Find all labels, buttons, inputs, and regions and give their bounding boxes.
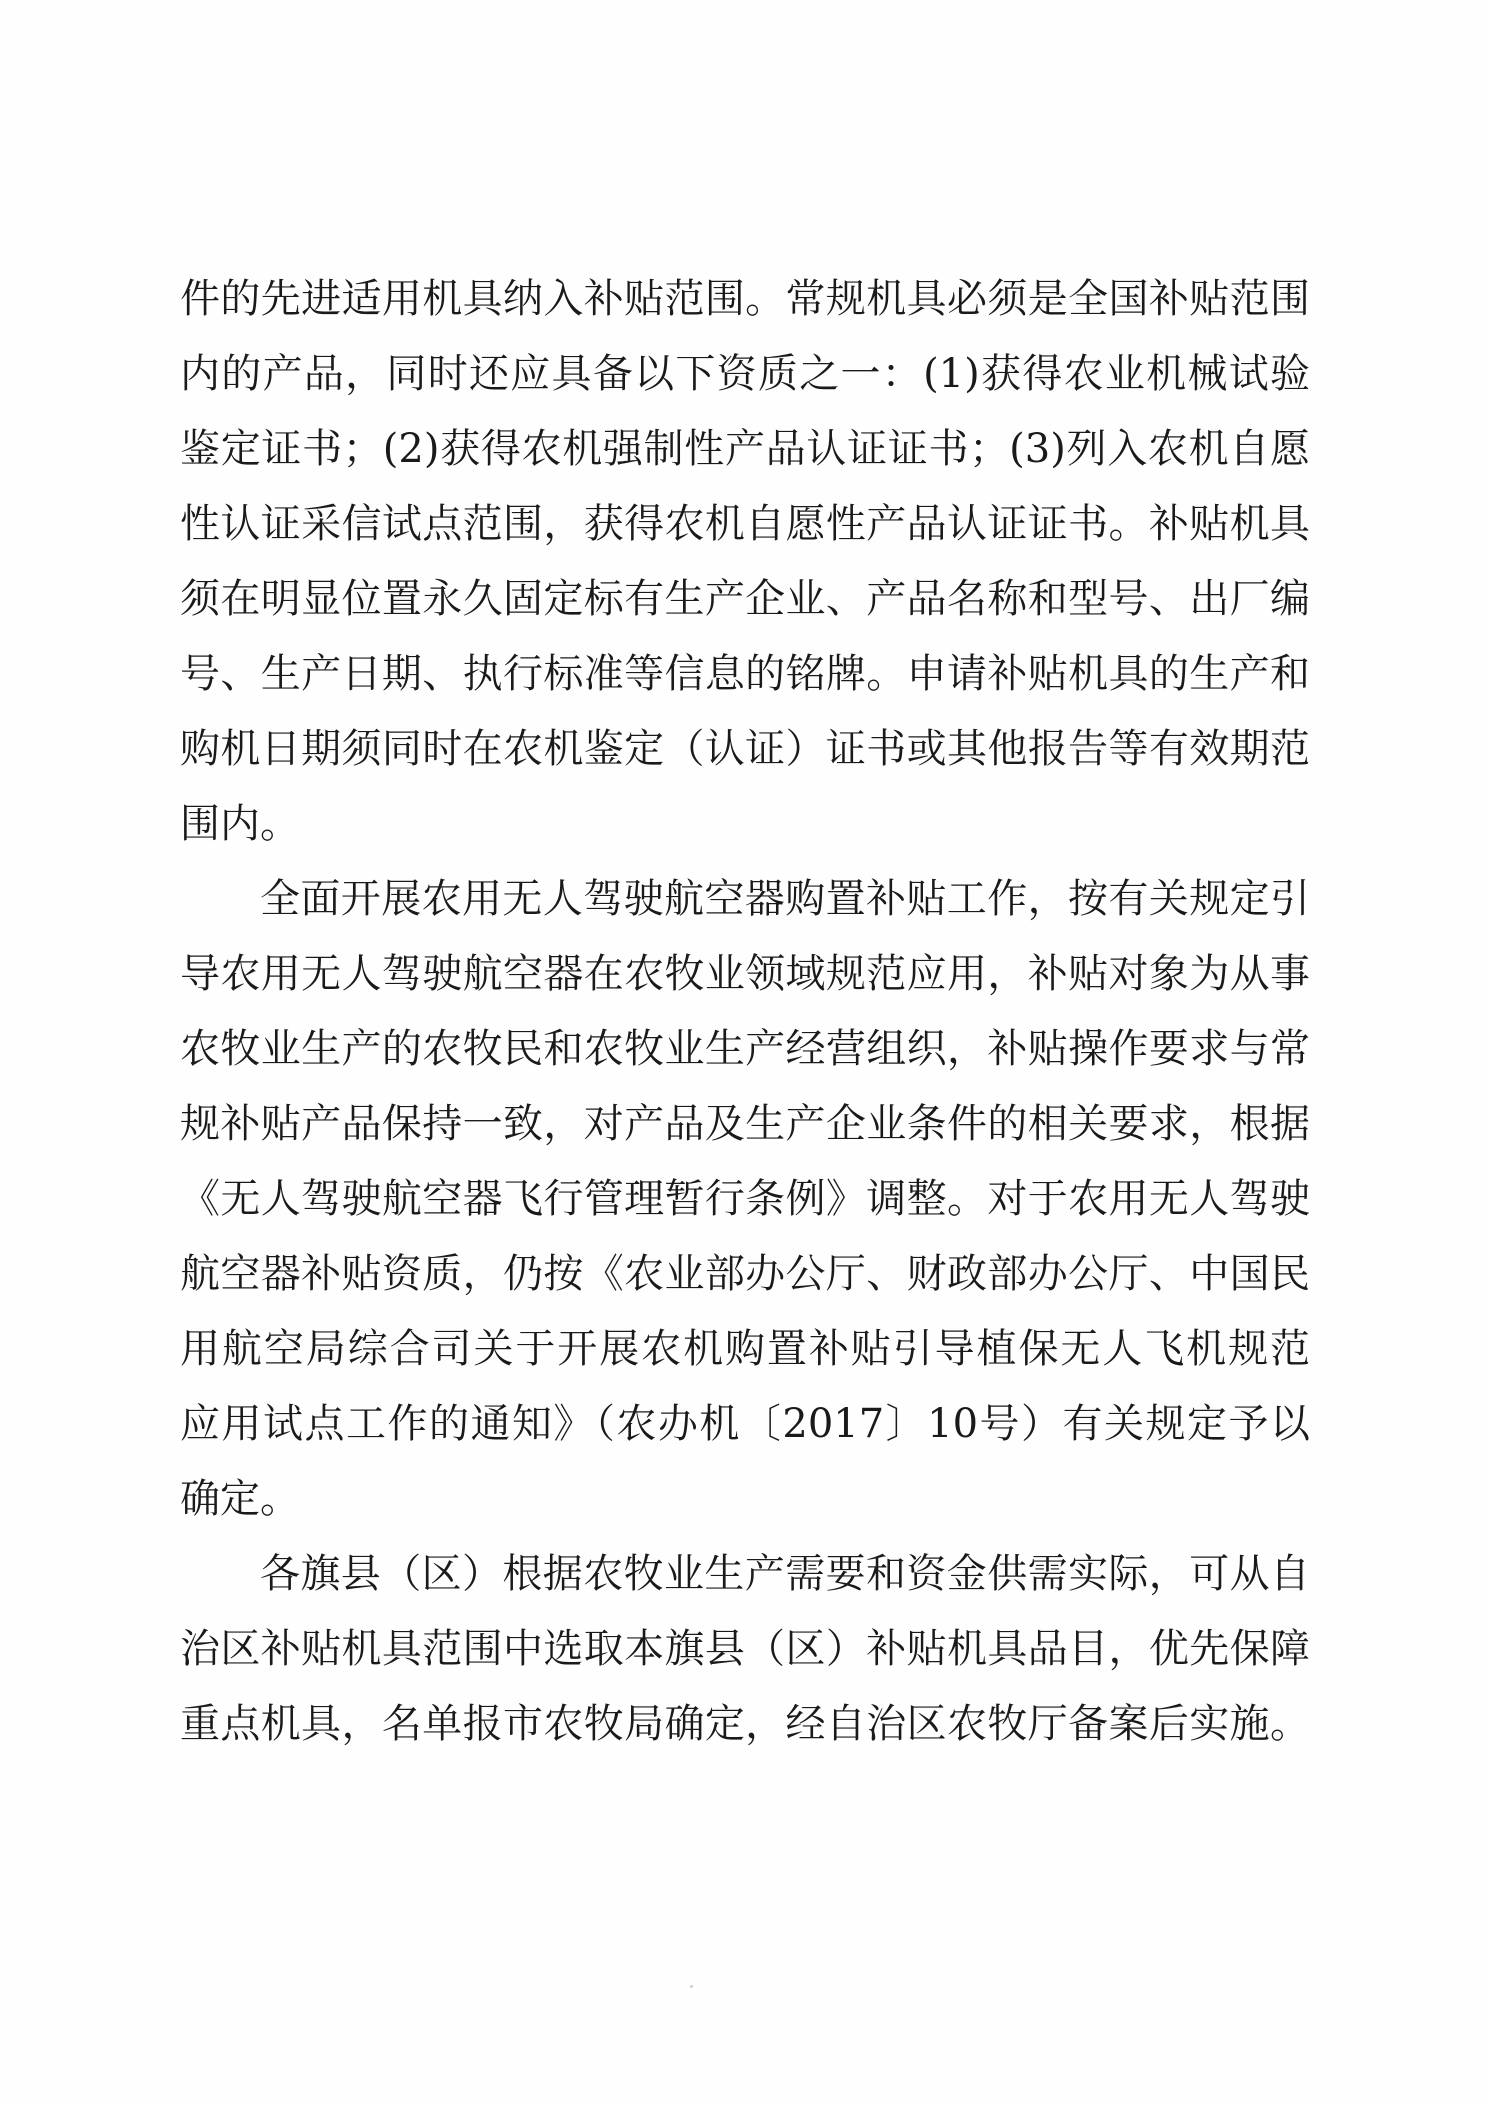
text-line: 全面开展农用无人驾驶航空器购置补贴工作，按有关规定引 (260, 876, 1310, 922)
text-line: 农牧业生产的农牧民和农牧业生产经营组织，补贴操作要求与常 (180, 1026, 1310, 1072)
text-line: 购机日期须同时在农机鉴定（认证）证书或其他报告等有效期范 (180, 726, 1310, 772)
text-line: 治区补贴机具范围中选取本旗县（区）补贴机具品目，优先保障 (180, 1626, 1310, 1672)
text-line: 鉴定证书；(2)获得农机强制性产品认证证书；(3)列入农机自愿 (180, 426, 1310, 472)
text-line: 须在明显位置永久固定标有生产企业、产品名称和型号、出厂编 (180, 576, 1310, 622)
text-line: 应用试点工作的通知》（农办机〔2017〕10号）有关规定予以 (180, 1401, 1310, 1447)
text-line: 号、生产日期、执行标准等信息的铭牌。申请补贴机具的生产和 (180, 651, 1310, 697)
text-line: 各旗县（区）根据农牧业生产需要和资金供需实际，可从自 (260, 1551, 1310, 1597)
text-line: 规补贴产品保持一致，对产品及生产企业条件的相关要求，根据 (180, 1101, 1310, 1147)
scan-speck (690, 1985, 693, 1988)
paragraph-3 (180, 1537, 1310, 1762)
text-line: 《无人驾驶航空器飞行管理暂行条例》调整。对于农用无人驾驶 (180, 1176, 1310, 1222)
text-line: 性认证采信试点范围，获得农机自愿性产品认证证书。补贴机具 (180, 501, 1310, 547)
text-line: 用航空局综合司关于开展农机购置补贴引导植保无人飞机规范 (180, 1326, 1310, 1372)
text-line: 确定。 (180, 1476, 300, 1522)
paragraph-2 (180, 862, 1310, 1537)
text-line: 内的产品，同时还应具备以下资质之一：(1)获得农业机械试验 (180, 351, 1310, 397)
text-line: 件的先进适用机具纳入补贴范围。常规机具必须是全国补贴范围 (180, 276, 1310, 322)
text-line: 导农用无人驾驶航空器在农牧业领域规范应用，补贴对象为从事 (180, 951, 1310, 997)
text-line: 重点机具，名单报市农牧局确定，经自治区农牧厅备案后实施。 (180, 1701, 1310, 1747)
text-line: 围内。 (180, 801, 300, 847)
text-line: 航空器补贴资质，仍按《农业部办公厅、财政部办公厅、中国民 (180, 1251, 1310, 1297)
paragraph-1 (180, 262, 1310, 862)
body-text (180, 262, 1310, 1762)
